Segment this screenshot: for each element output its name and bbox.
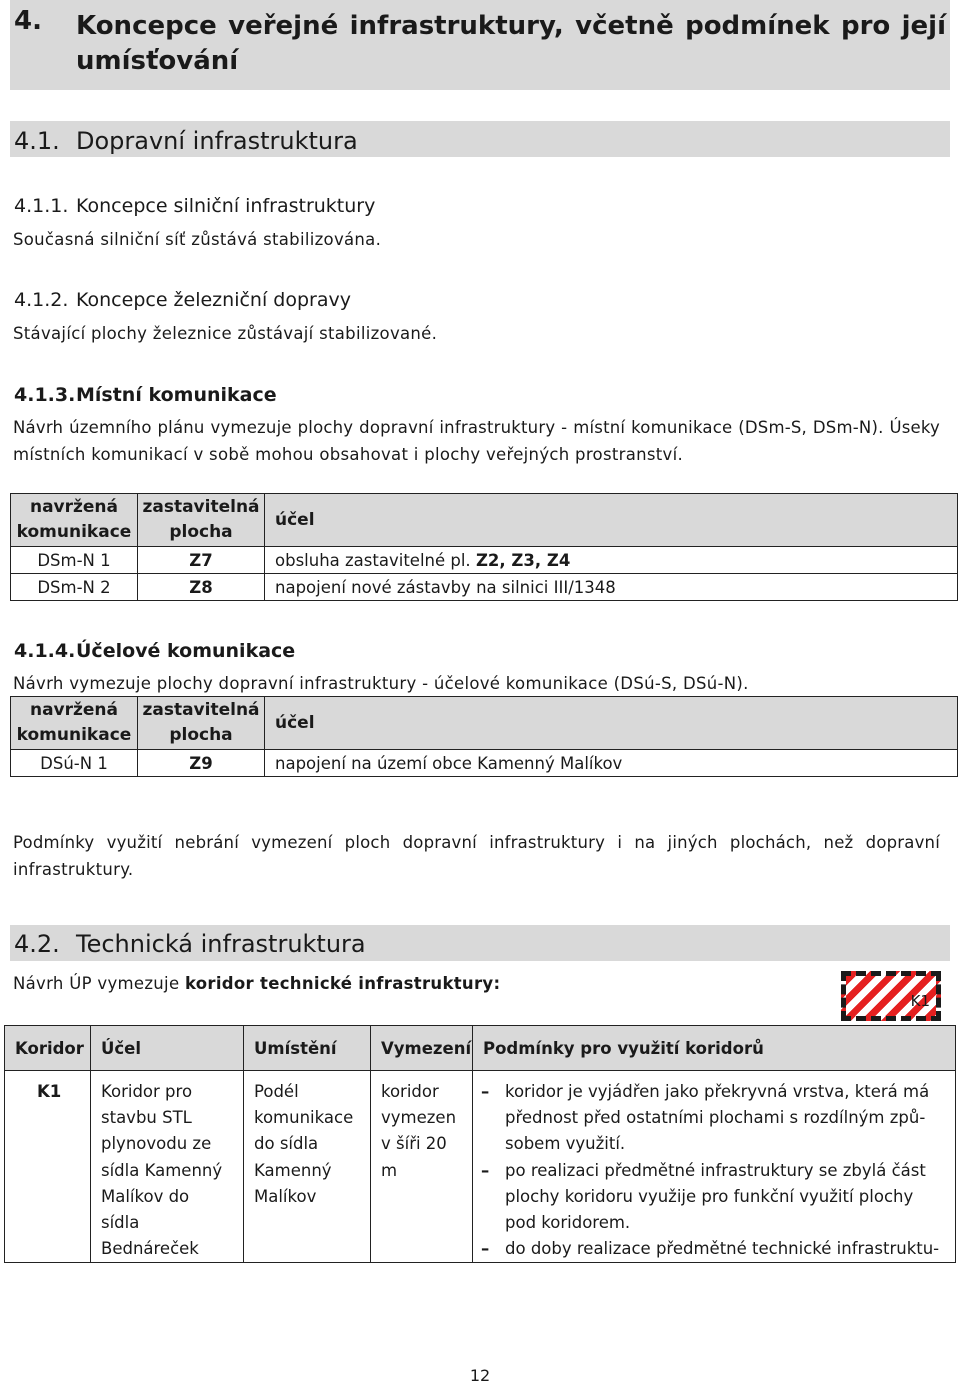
purpose-line: Koridor pro bbox=[101, 1082, 193, 1101]
purpose-cell bbox=[91, 1071, 244, 1263]
s412-title: Koncepce železniční dopravy bbox=[76, 289, 351, 311]
purpose-line: sídla bbox=[101, 1213, 140, 1233]
header-conditions: Podmínky pro využití koridorů bbox=[473, 1026, 956, 1071]
s411-title: Koncepce silniční infrastruktury bbox=[76, 195, 376, 217]
header-area bbox=[138, 697, 265, 750]
definition-line: m bbox=[381, 1160, 398, 1180]
condition-line: – do doby realizace předmětné technické infrastruktu- bbox=[505, 1239, 940, 1259]
legend-label: K1 bbox=[910, 992, 930, 1010]
heading1-title-line2: umísťování bbox=[76, 46, 239, 76]
condition-line: plochy koridoru využije pro funkční využití plochy bbox=[505, 1186, 914, 1206]
definition-cell bbox=[371, 1071, 473, 1263]
conditions-line2: infrastruktury. bbox=[13, 860, 134, 879]
condition-line: – koridor je vyjádřen jako překryvná vrstva, která má bbox=[505, 1082, 930, 1101]
header-area bbox=[138, 494, 265, 547]
location-line: Malíkov bbox=[254, 1186, 317, 1206]
road-cell: DSm-N 1 bbox=[11, 547, 138, 574]
heading42-title: Technická infrastruktura bbox=[76, 930, 366, 958]
purpose-line: Malíkov do bbox=[101, 1186, 190, 1206]
location-line: komunikace bbox=[254, 1108, 354, 1128]
header-road bbox=[11, 494, 138, 547]
purpose-text: obsluha zastavitelné pl. bbox=[275, 550, 476, 570]
list-item bbox=[479, 1079, 947, 1158]
s413-text-line2: místních komunikací v sobě mohou obsahovat i plochy veřejných prostranství. bbox=[13, 445, 684, 464]
header-road-line2: komunikace bbox=[16, 725, 132, 745]
s412-text: Stávající plochy železnice zůstávají stabilizované. bbox=[13, 324, 438, 343]
intro42-bold: koridor technické infrastruktury: bbox=[184, 974, 501, 993]
area-cell: Z7 bbox=[138, 547, 265, 574]
corridor-legend-swatch bbox=[841, 971, 941, 1021]
heading1-number: 4. bbox=[14, 6, 42, 36]
s411-number: 4.1.1. bbox=[14, 195, 69, 217]
conditions-list bbox=[479, 1079, 947, 1262]
header-area-line1: zastavitelná bbox=[142, 700, 260, 720]
header-road bbox=[11, 697, 138, 750]
s414-title: Účelové komunikace bbox=[76, 640, 296, 662]
location-line: Podél bbox=[254, 1082, 299, 1101]
purpose-line: sídla Kamenný bbox=[101, 1160, 223, 1180]
header-road-line1: navržená bbox=[29, 700, 119, 720]
s413-text-line1: Návrh územního plánu vymezuje plochy dopravní infrastruktury - místní komunikace (DSm-S, DSm-N). Úseky bbox=[13, 418, 940, 437]
roads-table bbox=[10, 493, 958, 601]
header-area-line2: plocha bbox=[169, 522, 233, 542]
condition-line: sobem využití. bbox=[505, 1134, 626, 1154]
s413-number: 4.1.3. bbox=[14, 384, 76, 406]
header-purpose: účel bbox=[265, 697, 958, 750]
corridor-table bbox=[4, 1025, 956, 1263]
list-item bbox=[479, 1158, 947, 1237]
header-area-line2: plocha bbox=[169, 725, 233, 745]
purpose-cell: napojení na území obce Kamenný Malíkov bbox=[265, 750, 958, 777]
conditions-cell bbox=[473, 1071, 956, 1263]
page-number: 12 bbox=[469, 1366, 491, 1385]
header-purpose: Účel bbox=[91, 1026, 244, 1071]
header-area-line1: zastavitelná bbox=[142, 497, 260, 517]
s414-text: Návrh vymezuje plochy dopravní infrastruktury - účelové komunikace (DSú-S, DSú-N). bbox=[13, 674, 749, 693]
area-cell: Z9 bbox=[138, 750, 265, 777]
definition-line: v šíři 20 bbox=[381, 1134, 447, 1154]
condition-line: přednost před ostatními plochami s rozdílným způ- bbox=[505, 1108, 926, 1128]
s413-title: Místní komunikace bbox=[76, 384, 277, 406]
s414-number: 4.1.4. bbox=[14, 640, 76, 662]
header-road-line2: komunikace bbox=[16, 522, 132, 542]
purpose-line: plynovodu ze bbox=[101, 1134, 212, 1154]
header-corridor: Koridor bbox=[5, 1026, 91, 1071]
heading1-title-line1: Koncepce veřejné infrastruktury, včetně podmínek pro její bbox=[76, 11, 946, 41]
road-cell: DSm-N 2 bbox=[11, 574, 138, 601]
heading42-number: 4.2. bbox=[14, 930, 60, 958]
corridor-id-cell: K1 bbox=[5, 1071, 91, 1263]
definition-line: koridor bbox=[381, 1082, 439, 1101]
header-location: Umístění bbox=[244, 1026, 371, 1071]
heading2-number: 4.1. bbox=[14, 127, 60, 155]
s411-text: Současná silniční síť zůstává stabilizována. bbox=[13, 230, 382, 249]
location-line: Kamenný bbox=[254, 1160, 332, 1180]
purpose-line: Bednáreček bbox=[101, 1239, 199, 1259]
intro42-plain: Návrh ÚP vymezuje bbox=[13, 974, 185, 993]
definition-line: vymezen bbox=[381, 1108, 457, 1128]
location-line: do sídla bbox=[254, 1134, 319, 1154]
table-header-row bbox=[5, 1026, 956, 1071]
service-roads-table bbox=[10, 696, 958, 777]
condition-line: pod koridorem. bbox=[505, 1213, 631, 1233]
table-row bbox=[11, 547, 958, 574]
list-item bbox=[479, 1236, 947, 1262]
road-cell: DSú-N 1 bbox=[11, 750, 138, 777]
purpose-cell: napojení nové zástavby na silnici III/1348 bbox=[265, 574, 958, 601]
condition-line: – po realizaci předmětné infrastruktury se zbylá část bbox=[505, 1160, 926, 1180]
header-road-line1: navržená bbox=[29, 497, 119, 517]
purpose-line: stavbu STL bbox=[101, 1108, 192, 1128]
table-header-row bbox=[11, 697, 958, 750]
table-row bbox=[11, 574, 958, 601]
table-header-row bbox=[11, 494, 958, 547]
heading2-title: Dopravní infrastruktura bbox=[76, 127, 358, 155]
area-cell: Z8 bbox=[138, 574, 265, 601]
s412-number: 4.1.2. bbox=[14, 289, 69, 311]
header-definition: Vymezení bbox=[371, 1026, 473, 1071]
conditions-line1: Podmínky využití nebrání vymezení ploch dopravní infrastruktury i na jiných plochách, než dopravní bbox=[13, 833, 940, 852]
table-row bbox=[11, 750, 958, 777]
purpose-bold-text: Z2, Z3, Z4 bbox=[475, 550, 571, 570]
table-row bbox=[5, 1071, 956, 1263]
purpose-cell bbox=[265, 547, 958, 574]
location-cell bbox=[244, 1071, 371, 1263]
intro42-text bbox=[13, 974, 500, 993]
header-purpose: účel bbox=[265, 494, 958, 547]
